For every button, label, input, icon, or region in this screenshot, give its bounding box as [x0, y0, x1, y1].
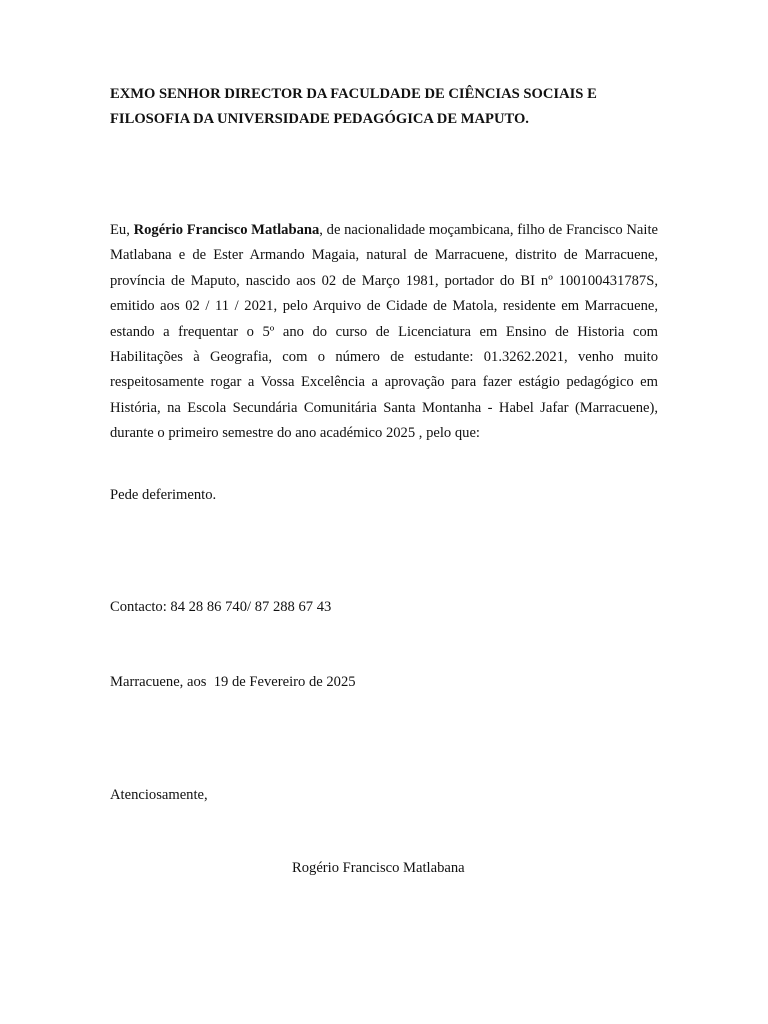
- closing-line: Atenciosamente,: [110, 787, 208, 803]
- author-name: Rogério Francisco Matlabana: [133, 222, 320, 238]
- heading-line-2: FILOSOFIA DA UNIVERSIDADE PEDAGÓGICA DE MAPUTO.: [110, 111, 529, 127]
- signature-name: Rogério Francisco Matlabana: [292, 860, 465, 876]
- letter-body: [110, 218, 658, 447]
- body-prefix: Eu,: [110, 222, 134, 238]
- contact-line: Contacto: 84 28 86 740/ 87 288 67 43: [110, 599, 332, 615]
- heading-line-1: EXMO SENHOR DIRECTOR DA FACULDADE DE CIÊNCIAS SOCIAIS E: [110, 86, 597, 102]
- place-date-line: Marracuene, aos 19 de Fevereiro de 2025: [110, 674, 356, 690]
- request-line: Pede deferimento.: [110, 487, 217, 503]
- letter-heading: [110, 82, 670, 132]
- body-text: , de nacionalidade moçambicana, filho de Francisco Naite Matlabana e de Ester Armando Magaia, natural de Marracuene, distrito de Marracuene, província de Maputo, nascido aos 02 de Março 1981, portador do BI nº 100100431787S, emitido aos 02 / 11 / 2021, pelo Arquivo de Cidade de Matola, residente em Marracuene, estando a frequentar o 5º ano do curso de Licenciatura em Ensino de Historia com Habilitações à Geografia, com o número de estudante: 01.3262.2021, venho muito respeitosamente rogar a Vossa Excelência a aprovação para fazer estágio pedagógico em História, na Escola Secundária Comunitária Santa Montanha - Habel Jafar (Marracuene), durante o primeiro semestre do ano académico 2025 , pelo que:: [110, 222, 658, 442]
